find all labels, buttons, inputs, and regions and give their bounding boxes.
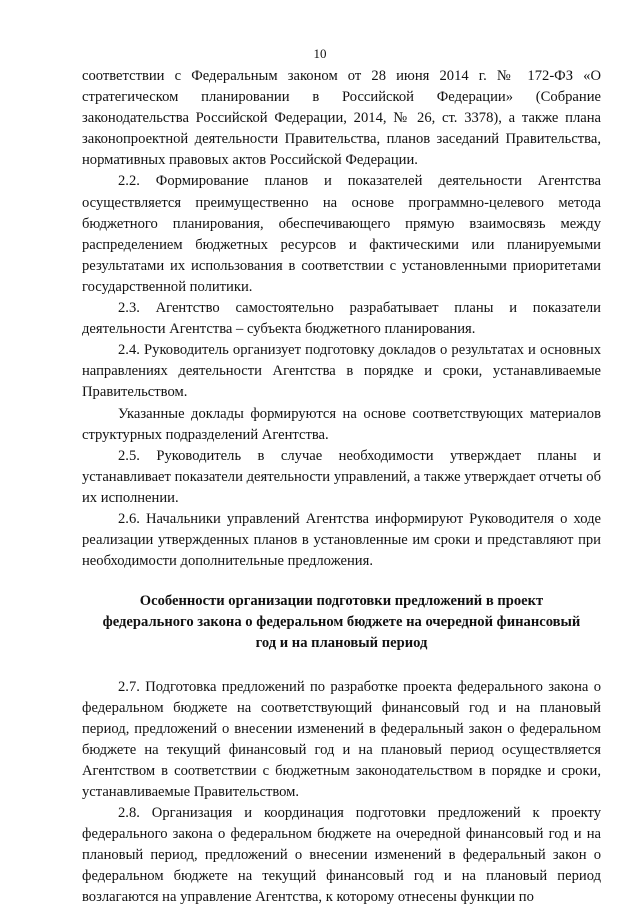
paragraph-2-6: 2.6. Начальники управлений Агентства информируют Руководителя о ходе реализации утвержденных планов в установленные им сроки и представляют при необходимости дополнительные предложения. (82, 510, 601, 570)
document-body (82, 66, 601, 905)
paragraphs-after-heading (82, 677, 601, 905)
paragraphs-before-heading (82, 66, 601, 572)
section-heading: Особенности организации подготовки предложений в проект федерального закона о федеральном бюджете на очередной финансовый год и на плановый период (102, 593, 581, 652)
paragraph-continuation: соответствии с Федеральным законом от 28 июня 2014 г. № 172-ФЗ «О стратегическом планировании в Российской Федерации» (Собрание законодательства Российской Федерации, 2014, № 26, ст. 3378), а также плана законопроектной деятельности Правительства, планов заседаний Правительства, нормативных правовых актов Российской Федерации. (82, 68, 601, 169)
page-number: 10 (313, 46, 327, 61)
paragraph-2-8: 2.8. Организация и координация подготовки предложений к проекту федерального закона о федеральном бюджете на очередной финансовый год и на плановый период, предложений о внесении изменений в федеральный закон о федеральном бюджете на текущий финансовый год и на плановый период возлагаются на управление Агентства, к которому отнесены функции по (82, 805, 601, 905)
paragraph-2-5: 2.5. Руководитель в случае необходимости утверждает планы и устанавливает показатели деятельности управлений, а также утверждает отчеты об их исполнении. (82, 447, 601, 506)
paragraph-2-3: 2.3. Агентство самостоятельно разрабатывает планы и показатели деятельности Агентства – субъекта бюджетного планирования. (82, 300, 601, 338)
paragraph-2-7: 2.7. Подготовка предложений по разработке проекта федерального закона о федеральном бюджете на соответствующий финансовый год и на плановый период, предложений о внесении изменений в федеральный закон о федеральном бюджете на текущий финансовый год и на плановый период осуществляется Агентством в соответствии с бюджетным законодательством в порядке и сроки, устанавливаемые Правительством. (82, 678, 601, 800)
paragraph-2-4: 2.4. Руководитель организует подготовку докладов о результатах и основных направлениях деятельности Агентства в порядке и сроки, устанавливаемые Правительством. (82, 342, 601, 401)
paragraph-reports-note: Указанные доклады формируются на основе соответствующих материалов структурных подразделений Агентства. (82, 405, 601, 443)
paragraph-2-2: 2.2. Формирование планов и показателей деятельности Агентства осуществляется преимущественно на основе программно-целевого метода бюджетного планирования, обеспечивающего прямую взаимосвязь между распределением бюджетных ресурсов и фактическими или планируемыми результатами их использования в соответствии с установленными приоритетами государственной политики. (82, 173, 601, 295)
